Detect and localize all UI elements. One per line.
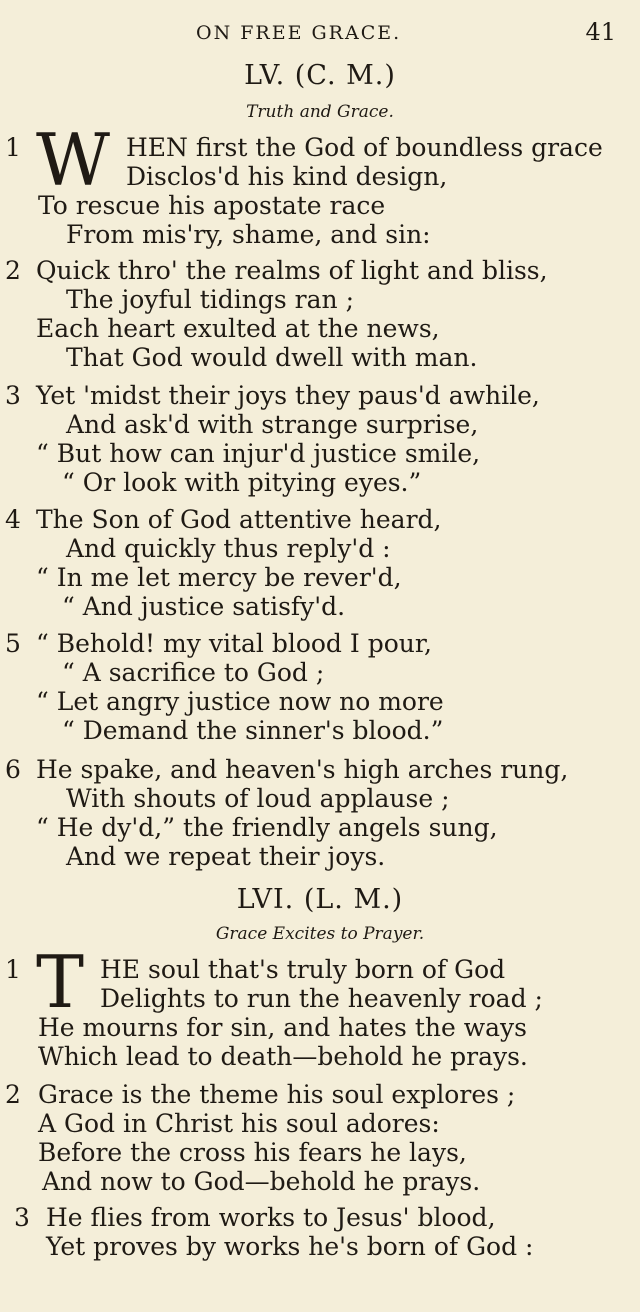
verse-line: That God would dwell with man.: [66, 343, 478, 372]
verse-line: He spake, and heaven's high arches rung,: [36, 755, 569, 784]
verse-line: “ Demand the sinner's blood.”: [62, 716, 444, 745]
verse-line: The Son of God attentive heard,: [36, 505, 442, 534]
hymn-lvi-subtitle: Grace Excites to Prayer.: [215, 924, 425, 944]
verse-line: “ He dy'd,” the friendly angels sung,: [36, 813, 498, 842]
page-number: 41: [585, 18, 616, 46]
verse-line: The joyful tidings ran ;: [66, 285, 354, 314]
stanza-number: 2: [5, 256, 21, 285]
stanza-number: 1: [5, 133, 21, 162]
verse-line: Disclos'd his kind design,: [126, 162, 448, 191]
verse-line: “ In me let mercy be rever'd,: [36, 563, 402, 592]
verse-line: Quick thro' the realms of light and bliss,: [36, 256, 548, 285]
running-head: ON FREE GRACE.: [196, 22, 402, 44]
verse-line: HEN first the God of boundless grace: [126, 133, 603, 162]
verse-line: And now to God—behold he prays.: [42, 1167, 481, 1196]
verse-line: To rescue his apostate race: [38, 191, 386, 220]
drop-cap: T: [36, 940, 85, 1024]
verse-line: Before the cross his fears he lays,: [38, 1138, 467, 1167]
page-header: [0, 18, 640, 48]
verse-line: “ Or look with pitying eyes.”: [62, 468, 422, 497]
hymn-lv-title: LV. (C. M.): [244, 60, 396, 91]
verse-line: “ But how can injur'd justice smile,: [36, 439, 481, 468]
hymn-lvi-title: LVI. (L. M.): [236, 884, 404, 915]
verse-line: With shouts of loud applause ;: [66, 784, 450, 813]
stanza-number: 2: [5, 1080, 21, 1109]
verse-line: And ask'd with strange surprise,: [66, 410, 479, 439]
verse-line: HE soul that's truly born of God: [100, 955, 506, 984]
verse-line: Each heart exulted at the news,: [36, 314, 440, 343]
verse-line: And we repeat their joys.: [66, 842, 386, 871]
verse-line: “ Behold! my vital blood I pour,: [36, 629, 433, 658]
stanza-number: 5: [5, 629, 21, 658]
verse-line: Yet 'midst their joys they paus'd awhile,: [36, 381, 540, 410]
verse-line: And quickly thus reply'd :: [66, 534, 391, 563]
verse-line: “ Let angry justice now no more: [36, 687, 444, 716]
stanza-number: 4: [5, 505, 21, 534]
verse-line: “ A sacrifice to God ;: [62, 658, 325, 687]
stanza-number: 6: [5, 755, 21, 784]
verse-line: He mourns for sin, and hates the ways: [38, 1013, 527, 1042]
verse-line: A God in Christ his soul adores:: [38, 1109, 440, 1138]
hymn-lv-subtitle: Truth and Grace.: [246, 102, 394, 122]
verse-line: Which lead to death—behold he prays.: [38, 1042, 528, 1071]
verse-line: Delights to run the heavenly road ;: [100, 984, 543, 1013]
verse-line: Grace is the theme his soul explores ;: [38, 1080, 516, 1109]
stanza-number: 1: [5, 955, 21, 984]
verse-line: Yet proves by works he's born of God :: [46, 1232, 534, 1261]
stanza-number: 3: [5, 381, 21, 410]
verse-line: He flies from works to Jesus' blood,: [46, 1203, 496, 1232]
drop-cap: W: [36, 118, 111, 202]
verse-line: From mis'ry, shame, and sin:: [66, 220, 431, 249]
verse-line: “ And justice satisfy'd.: [62, 592, 346, 621]
stanza-number: 3: [14, 1203, 30, 1232]
